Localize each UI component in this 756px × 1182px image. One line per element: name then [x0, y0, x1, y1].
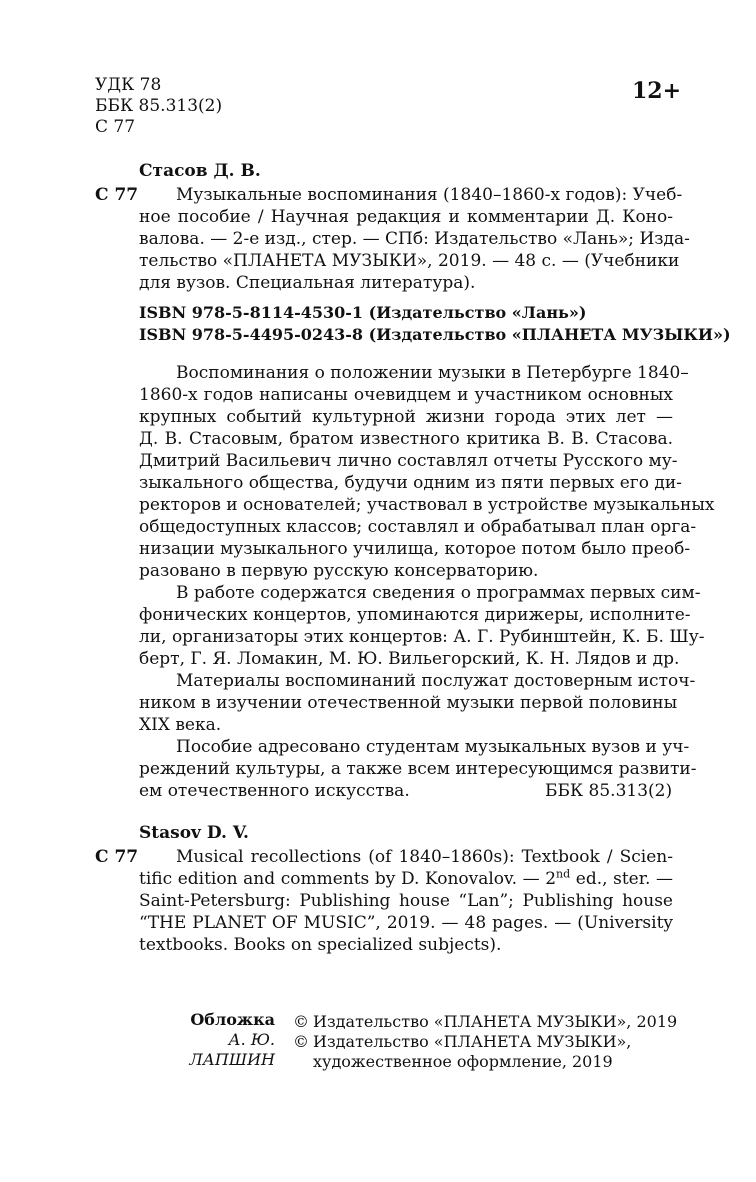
- annotation-paragraph: [139, 362, 715, 582]
- annotation-line: реждений культуры, а также всем интересующимся развити-: [139, 759, 697, 779]
- ordinal-suffix: nd: [556, 867, 571, 881]
- annotation-line: берт, Г. Я. Ломакин, М. Ю. Вильегорский, К. Н. Лядов и др.: [139, 649, 680, 669]
- bbk-code: ББК 85.313(2): [95, 96, 223, 116]
- classification-codes: [95, 75, 222, 138]
- biblio-en-line: Saint-Petersburg: Publishing house “Lan”; Publishing house: [139, 891, 673, 911]
- biblio-ru-line: ное пособие / Научная редакция и комментарии Д. Коно-: [139, 207, 673, 227]
- biblio-en-line: [139, 868, 673, 890]
- biblio-en-line: textbooks. Books on specialized subjects).: [139, 935, 502, 955]
- isbn-lan: ISBN 978-5-8114-4530-1 (Издательство «Лань»): [139, 303, 587, 322]
- annotation-line: фонических концертов, упоминаются дирижеры, исполните-: [139, 605, 691, 625]
- isbn-planeta: ISBN 978-5-4495-0243-8 (Издательство «ПЛАНЕТА МУЗЫКИ»): [139, 325, 731, 344]
- age-rating: 12+: [632, 78, 682, 104]
- author-en: Stasov D. V.: [139, 823, 249, 843]
- annotation-line: общедоступных классов; составлял и обрабатывал план орга-: [139, 517, 697, 537]
- annotation-line: Дмитрий Васильевич лично составлял отчеты Русского му-: [139, 451, 678, 471]
- copyright-line: [293, 1012, 677, 1032]
- annotation-line: Материалы воспоминаний послужат достоверным источ-: [176, 671, 696, 691]
- shelf-mark-en: С 77: [95, 847, 139, 867]
- biblio-en-line: Musical recollections (of 1840–1860s): Textbook / Scien-: [176, 847, 673, 867]
- annotation-line: ли, организаторы этих концертов: А. Г. Рубинштейн, К. Б. Шу-: [139, 627, 705, 647]
- annotation-line: Воспоминания о положении музыки в Петербурге 1840–: [176, 363, 689, 383]
- annotation-line: низации музыкального училища, которое потом было преоб-: [139, 539, 691, 559]
- cover-credit: [140, 1010, 275, 1070]
- annotation-paragraph: [139, 670, 696, 736]
- biblio-ru-line: для вузов. Специальная литература).: [139, 273, 476, 293]
- biblio-en-line: “THE PLANET OF MUSIC”, 2019. — 48 pages. — (University: [139, 913, 673, 933]
- bibliographic-record-en: [139, 846, 673, 956]
- isbn-block: [139, 302, 731, 346]
- annotation-line: ректоров и основателей; участвовал в устройстве музыкальных: [139, 495, 715, 515]
- biblio-ru-line: Музыкальные воспоминания (1840–1860-х годов): Учеб-: [176, 185, 683, 205]
- copyright-icon: ©: [293, 1012, 309, 1031]
- annotation-line: ем отечественного искусства.: [139, 781, 410, 801]
- cover-artist: А. Ю. ЛАПШИН: [189, 1030, 275, 1069]
- annotation-line: Пособие адресовано студентам музыкальных вузов и уч-: [176, 737, 690, 757]
- annotation-line: XIX века.: [139, 715, 222, 735]
- annotation-paragraph: [139, 582, 705, 670]
- shelf-mark-ru: С 77: [95, 185, 139, 205]
- author-ru: Стасов Д. В.: [139, 161, 261, 181]
- annotation-line: зыкального общества, будучи одним из пяти первых его ди-: [139, 473, 682, 493]
- biblio-ru-line: валова. — 2-е изд., стер. — СПб: Издательство «Лань»; Изда-: [139, 229, 690, 249]
- udk-code: УДК 78: [95, 75, 162, 95]
- annotation-line: крупных событий культурной жизни города этих лет —: [139, 407, 673, 427]
- copyright-block: [293, 1012, 677, 1072]
- bbk-code-bottom: ББК 85.313(2): [545, 781, 673, 801]
- biblio-ru-line: тельство «ПЛАНЕТА МУЗЫКИ», 2019. — 48 с. — (Учебники: [139, 251, 680, 271]
- annotation-line: разовано в первую русскую консерваторию.: [139, 561, 539, 581]
- copyright-line: [293, 1032, 677, 1052]
- shelf-code: С 77: [95, 117, 136, 137]
- biblio-en-text: ed., ster. —: [570, 869, 673, 889]
- copyright-text: Издательство «ПЛАНЕТА МУЗЫКИ»,: [313, 1032, 632, 1051]
- annotation-line: Д. В. Стасовым, братом известного критика В. В. Стасова.: [139, 429, 673, 449]
- cover-label: Обложка: [190, 1010, 275, 1029]
- bibliographic-record-ru: [139, 184, 690, 294]
- annotation-line: ником в изучении отечественной музыки первой половины: [139, 693, 678, 713]
- copyright-line: художественное оформление, 2019: [313, 1052, 613, 1071]
- annotation-line: 1860-х годов написаны очевидцем и участником основных: [139, 385, 673, 405]
- copyright-icon: ©: [293, 1032, 309, 1051]
- copyright-text: Издательство «ПЛАНЕТА МУЗЫКИ», 2019: [313, 1012, 678, 1031]
- annotation-line: В работе содержатся сведения о программах первых сим-: [176, 583, 701, 603]
- biblio-en-text: tific edition and comments by D. Konovalov. — 2: [139, 869, 557, 889]
- annotation: [139, 362, 715, 802]
